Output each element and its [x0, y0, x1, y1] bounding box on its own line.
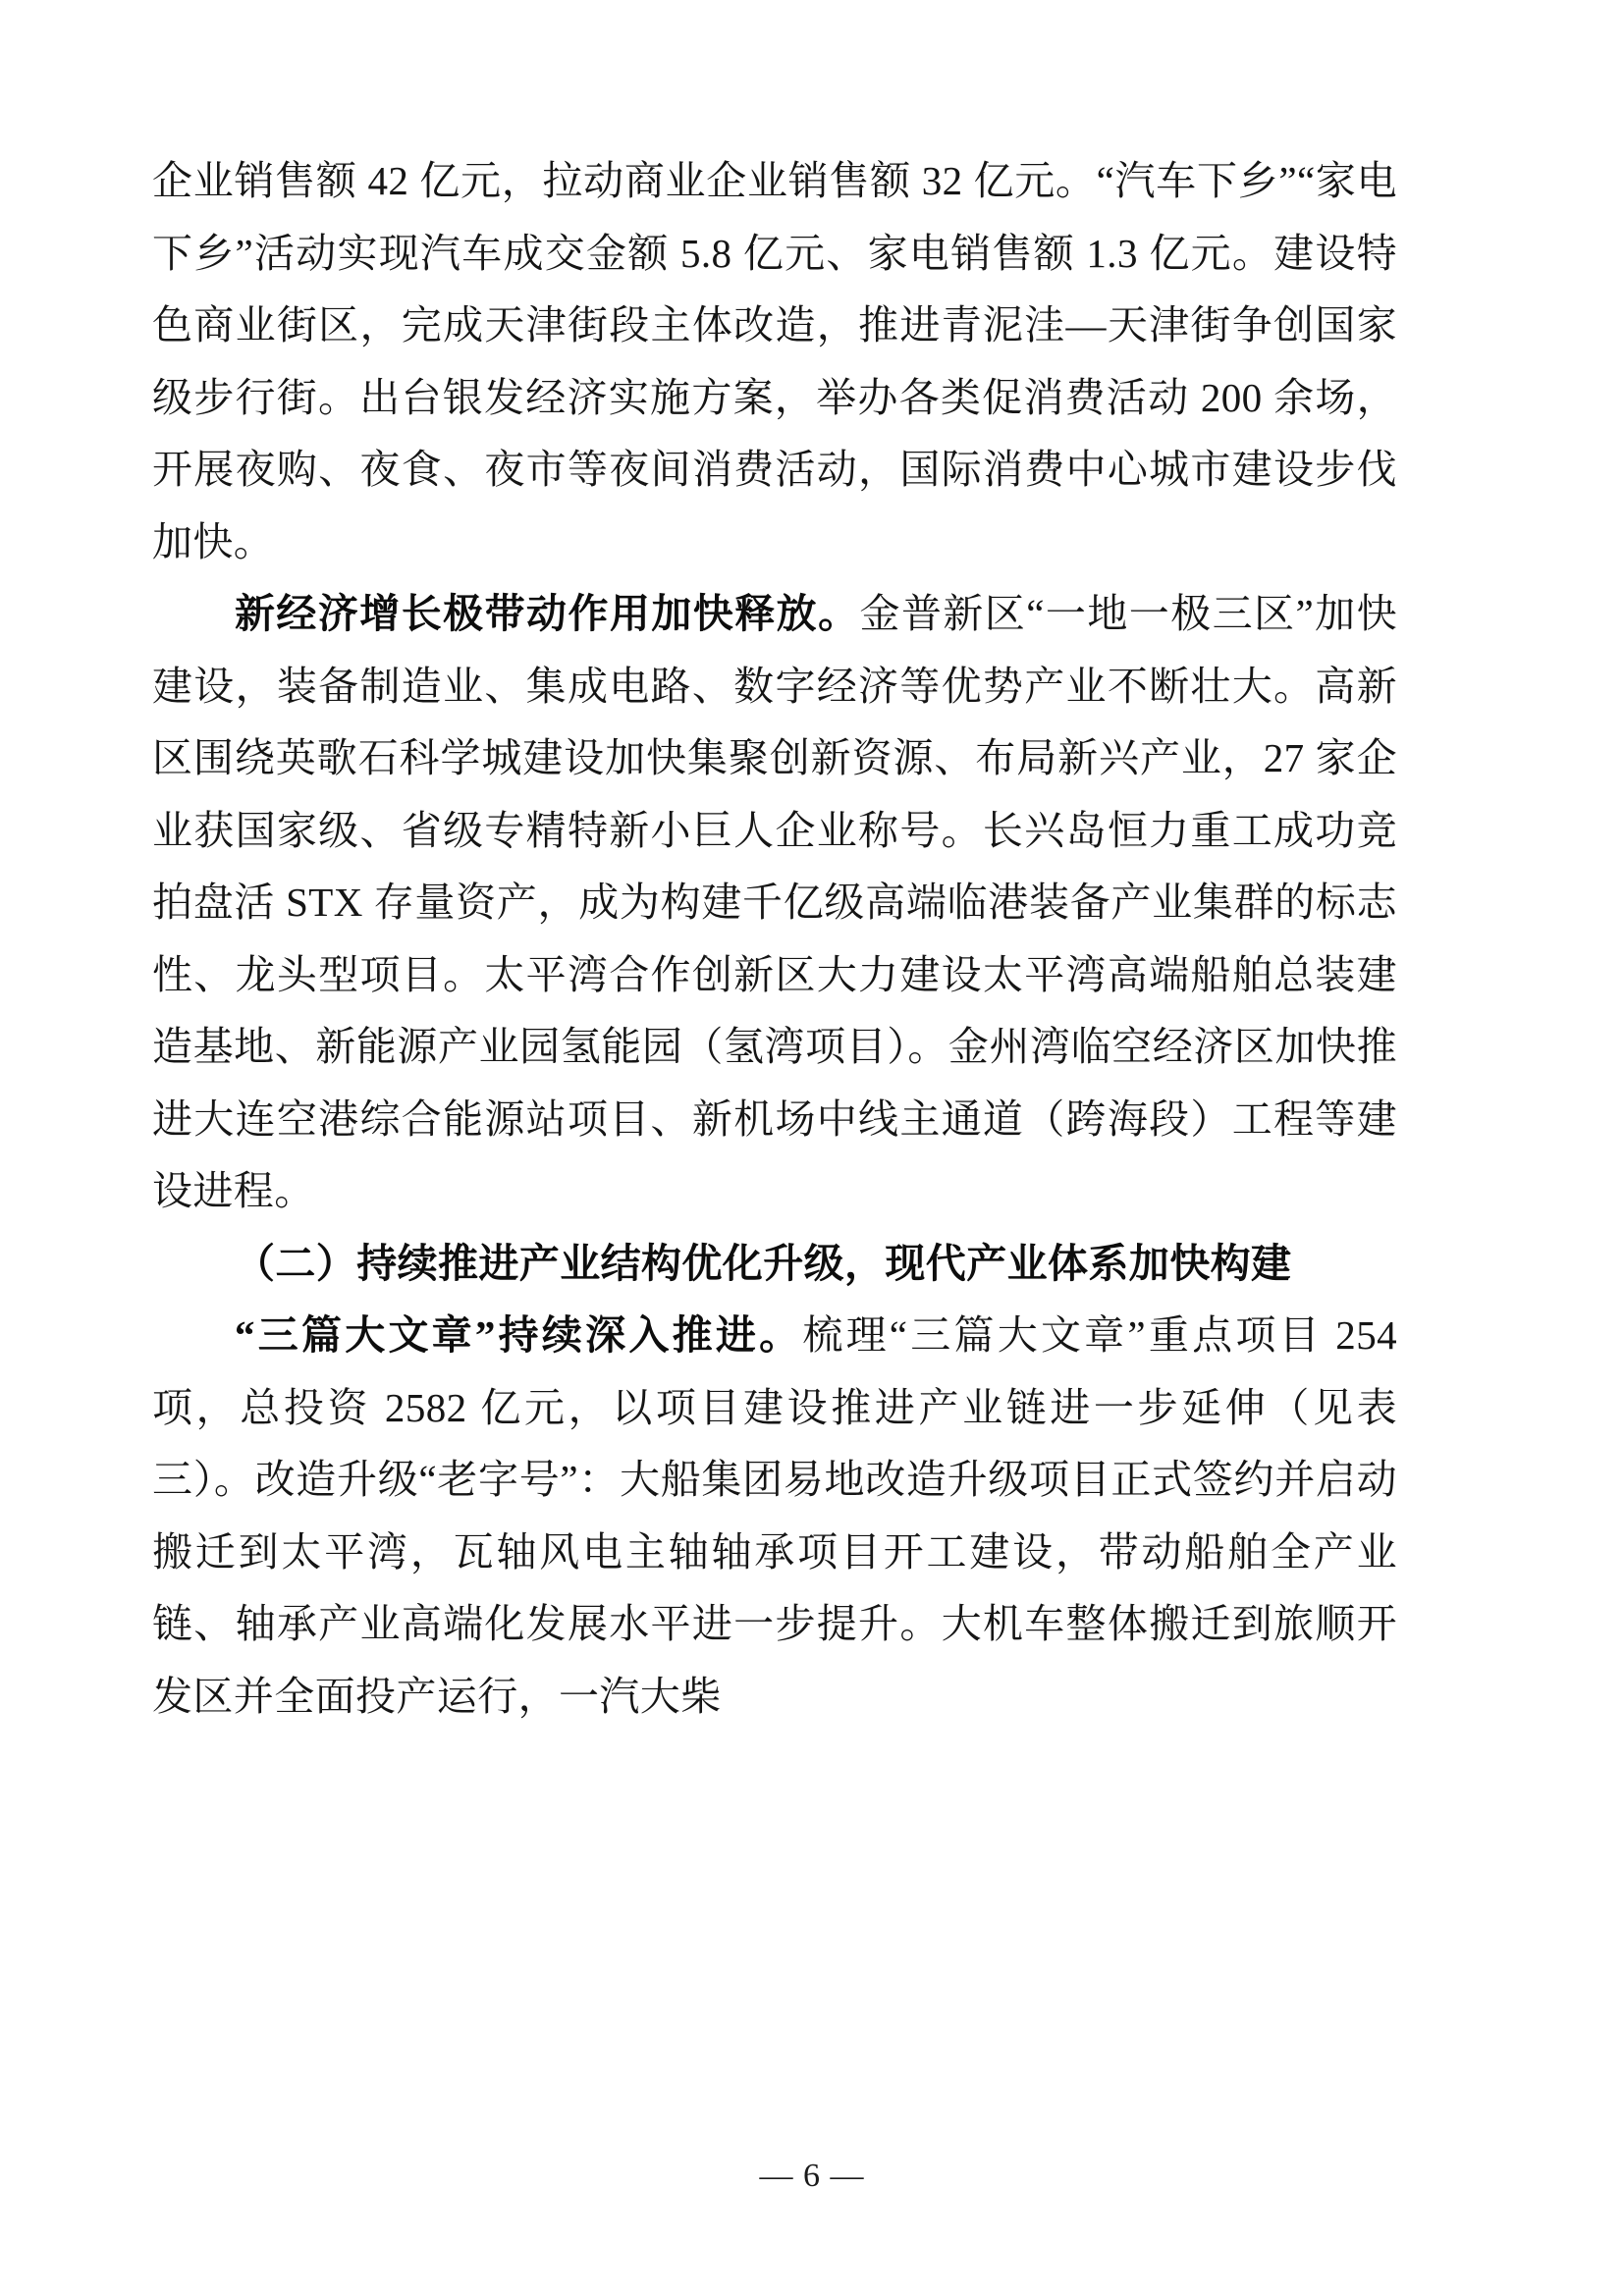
page-content	[152, 145, 1397, 1733]
paragraph-text: 金普新区“一地一极三区”加快建设，装备制造业、集成电路、数字经济等优势产业不断壮大。高新区围绕英歌石科学城建设加快集聚创新资源、布局新兴产业，27 家企业获国家级、省级专精特新小巨人企业称号。长兴岛恒力重工成功竞拍盘活 STX 存量资产，成为构建千亿级高端临港装备产业集群的标志性、龙头型项目。太平湾合作创新区大力建设太平湾高端船舶总装建造基地、新能源产业园氢能园（氢湾项目）。金州湾临空经济区加快推进大连空港综合能源站项目、新机场中线主通道（跨海段）工程等建设进程。	[152, 591, 1398, 1213]
paragraph-text: 企业销售额 42 亿元，拉动商业企业销售额 32 亿元。“汽车下乡”“家电下乡”活动实现汽车成交金额 5.8 亿元、家电销售额 1.3 亿元。建设特色商业街区，完成天津街段主体改造，推进青泥洼—天津街争创国家级步行街。出台银发经济实施方案，举办各类促消费活动 200 余场，开展夜购、夜食、夜市等夜间消费活动，国际消费中心城市建设步伐加快。	[152, 158, 1397, 564]
paragraph-lead-in: 新经济增长极带动作用加快释放。	[235, 591, 860, 636]
section-heading-text: （二）持续推进产业结构优化升级，现代产业体系加快构建	[235, 1240, 1292, 1286]
paragraph-consumption	[152, 145, 1397, 578]
page-number-footer: — 6 —	[759, 2158, 865, 2194]
section-heading-two	[152, 1228, 1397, 1301]
paragraph-text: 梳理“三篇大文章”重点项目 254 项，总投资 2582 亿元，以项目建设推进产业链进一步延伸（见表三）。改造升级“老字号”：大船集团易地改造升级项目正式签约并启动搬迁到太平湾，瓦轴风电主轴轴承项目开工建设，带动船舶全产业链、轴承产业高端化发展水平进一步提升。大机车整体搬迁到旅顺开发区并全面投产运行，一汽大柴	[152, 1312, 1397, 1719]
paragraph-three-articles	[152, 1300, 1397, 1733]
paragraph-new-economy	[152, 578, 1397, 1228]
paragraph-lead-in: “三篇大文章”持续深入推进。	[235, 1312, 803, 1358]
